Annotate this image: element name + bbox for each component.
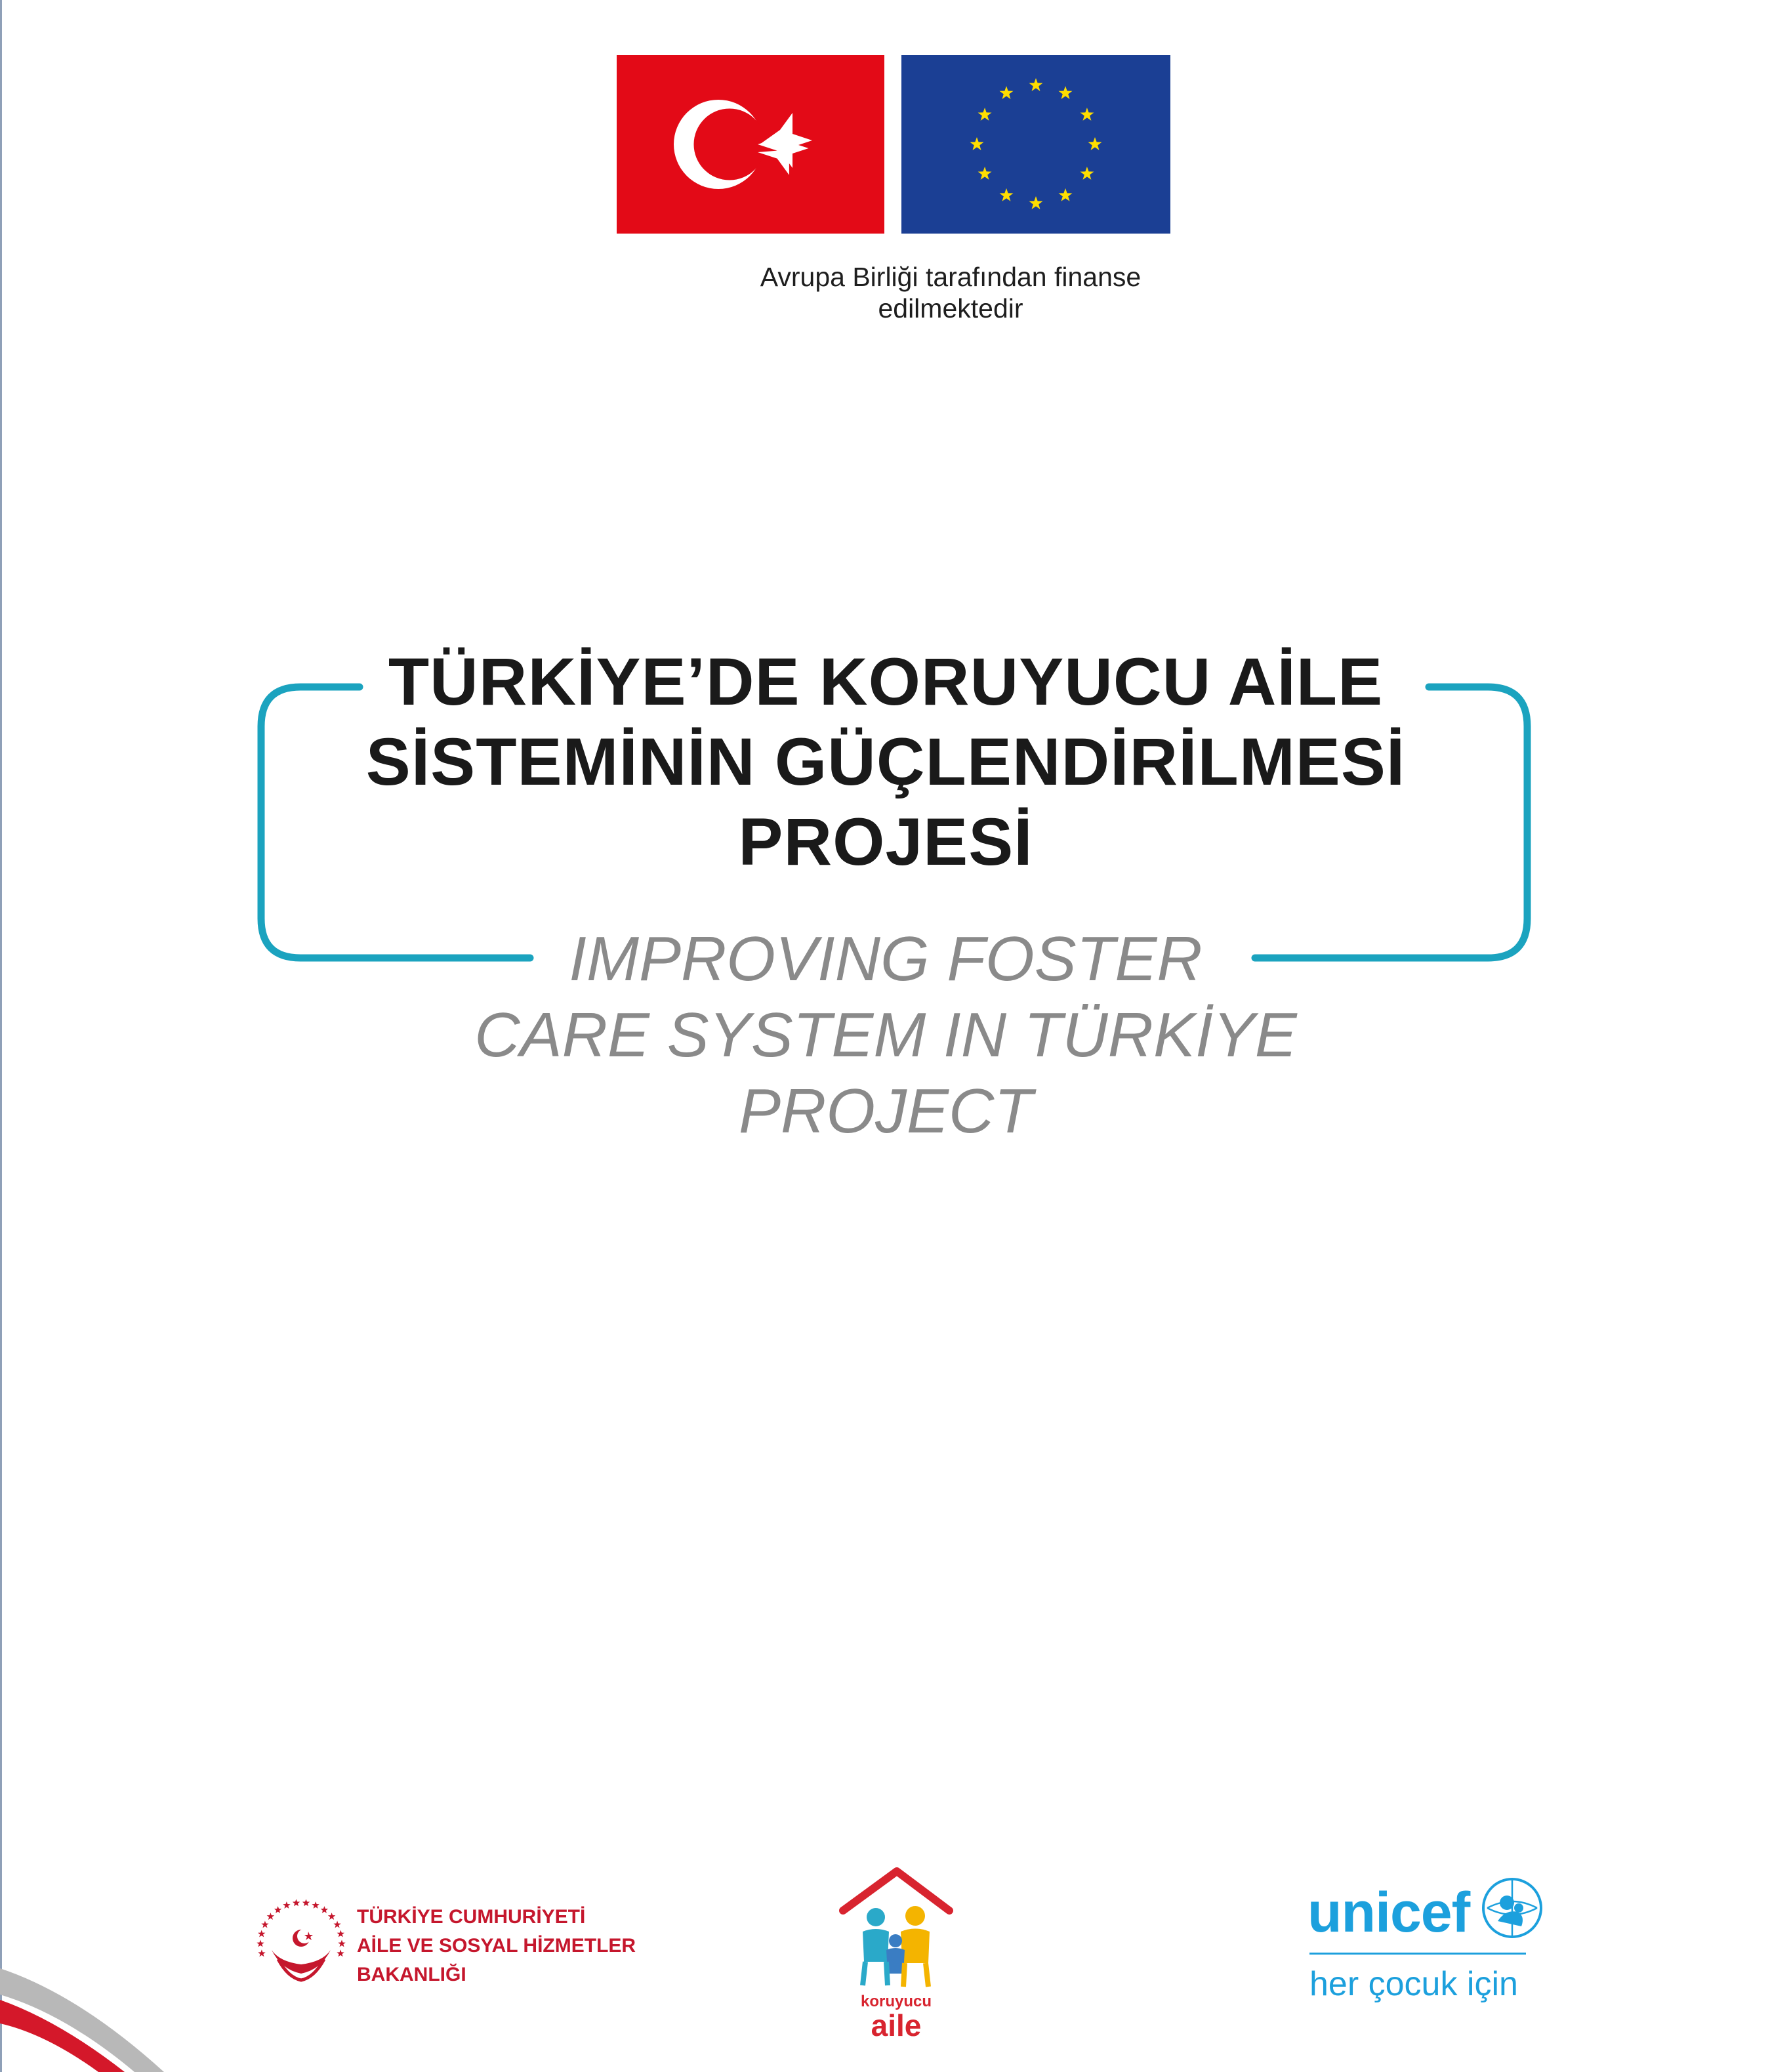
ministry-star-icon (302, 1899, 310, 1907)
turkey-flag (617, 55, 884, 234)
title-turkish-line-3: PROJESİ (738, 804, 1033, 879)
ministry-emblem-icon (252, 1896, 350, 2000)
title-english-line-1: IMPROVING FOSTER (569, 924, 1203, 994)
funding-line-2: edilmektedir (878, 293, 1023, 323)
eu-star-icon (1029, 196, 1043, 209)
eu-star-icon (1029, 78, 1043, 91)
eu-star-icon (1000, 188, 1014, 201)
corner-ribbon-decoration (0, 1942, 171, 2072)
ministry-line-3: BAKANLIĞI (357, 1964, 466, 1985)
title-english-line-3: PROJECT (738, 1076, 1033, 1146)
title-english-line-2: CARE SYSTEM IN TÜRKİYE (474, 1000, 1297, 1070)
eu-stars-icon (901, 55, 1170, 234)
aile-big-text: aile (871, 2008, 922, 2042)
title-turkish-line-2: SİSTEMİNİN GÜÇLENDİRİLMESİ (365, 724, 1406, 799)
ministry-star-icon (337, 1930, 344, 1937)
ministry-star-icon (328, 1913, 335, 1920)
koruyucu-small-text: koruyucu (860, 1993, 932, 2010)
ministry-star-icon (257, 1940, 264, 1947)
eu-star-icon (978, 167, 992, 180)
ministry-star-icon (312, 1901, 319, 1909)
unicef-wordmark: unicef (1307, 1881, 1470, 1944)
funding-line-1: Avrupa Birliği tarafından finanse (760, 262, 1142, 292)
ministry-star-icon (283, 1901, 290, 1909)
eu-star-icon (1000, 86, 1014, 99)
ministry-star-icon (337, 1949, 344, 1957)
ministry-star-icon (333, 1921, 340, 1928)
eu-star-icon (1059, 188, 1073, 201)
eu-flag (901, 55, 1170, 234)
unicef-tagline: her çocuk için (1309, 1965, 1518, 2003)
unicef-divider (1309, 1953, 1526, 1955)
unicef-emblem-icon (1479, 1875, 1545, 1941)
koruyucu-aile-wordmark (850, 1993, 942, 2041)
title-turkish (276, 642, 1496, 882)
eu-star-icon (1081, 108, 1094, 121)
eu-star-icon (1059, 86, 1073, 99)
ministry-star-icon (321, 1906, 328, 1913)
ministry-line-1: TÜRKİYE CUMHURİYETİ (357, 1906, 586, 1928)
eu-star-icon (970, 137, 984, 150)
ministry-star-icon (267, 1913, 274, 1920)
eu-star-icon (1088, 137, 1102, 150)
ministry-star-icon (338, 1940, 345, 1947)
ministry-star-icon (261, 1921, 268, 1928)
eu-star-icon (978, 108, 992, 121)
ministry-name (357, 1903, 636, 1989)
ministry-star-icon (258, 1930, 265, 1937)
ministry-star-icon (293, 1899, 300, 1907)
ministry-star-icon (258, 1949, 266, 1957)
crescent-star-icon (617, 55, 884, 234)
title-english (276, 921, 1496, 1150)
ministry-line-2: AİLE VE SOSYAL HİZMETLER (357, 1935, 636, 1957)
title-turkish-line-1: TÜRKİYE’DE KORUYUCU AİLE (388, 644, 1384, 719)
eu-star-icon (1081, 167, 1094, 180)
page-edge-line (0, 0, 2, 2072)
funding-note (623, 261, 1279, 324)
ministry-star-icon (274, 1906, 281, 1913)
